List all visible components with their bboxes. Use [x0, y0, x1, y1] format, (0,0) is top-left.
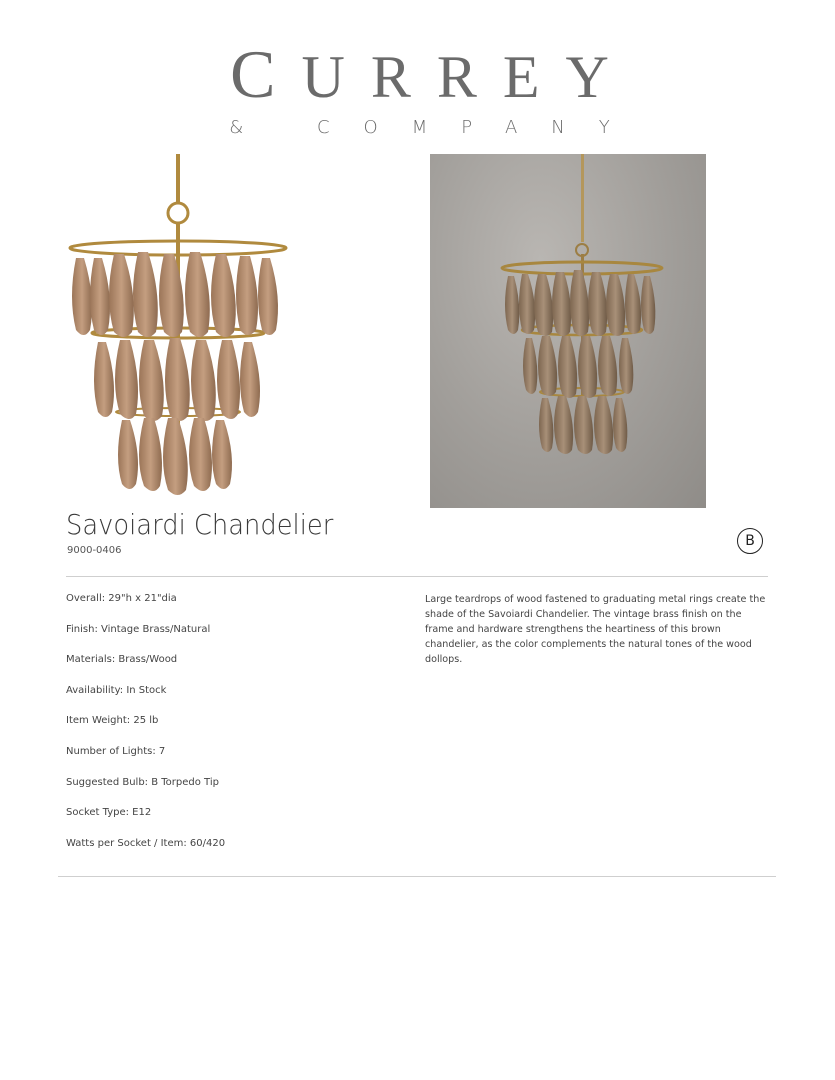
spec-availability: Availability: In Stock	[66, 684, 167, 696]
product-image-cutout	[64, 150, 294, 498]
logo-subtitle: & COMPANY	[229, 117, 644, 138]
product-description: Large teardrops of wood fastened to graduating metal rings create the shade of the Savoiardi Chandelier. The vintage brass finish on the frame and hardware strengthens the heartiness of this brown chandelier, as the color complements the natural tones of the wood dollops.	[425, 594, 766, 665]
spec-number-of-lights: Number of Lights: 7	[66, 745, 166, 757]
product-sku: 9000-0406	[67, 545, 122, 556]
spec-watts: Watts per Socket / Item: 60/420	[66, 837, 226, 849]
spec-suggested-bulb: Suggested Bulb: B Torpedo Tip	[66, 776, 219, 788]
spec-overall: Overall: 29"h x 21"dia	[66, 593, 177, 604]
divider-top	[66, 576, 768, 577]
spec-item-weight: Item Weight: 25 lb	[66, 715, 159, 727]
bulb-type-badge-icon: B	[737, 528, 763, 554]
spec-finish: Finish: Vintage Brass/Natural	[66, 623, 211, 635]
product-title: Savoiardi Chandelier	[66, 508, 334, 541]
spec-materials: Materials: Brass/Wood	[66, 654, 178, 666]
chandelier-in-room-illustration	[430, 154, 706, 508]
spec-list	[66, 592, 386, 867]
logo-initial: C	[230, 36, 302, 112]
logo-wordmark	[0, 36, 835, 112]
brand-logo	[0, 36, 835, 138]
spec-socket-type: Socket Type: E12	[66, 807, 152, 819]
divider-bottom	[58, 876, 776, 877]
product-image-lifestyle	[430, 154, 706, 508]
logo-rest: URREY	[301, 44, 635, 110]
chandelier-illustration	[64, 150, 294, 498]
